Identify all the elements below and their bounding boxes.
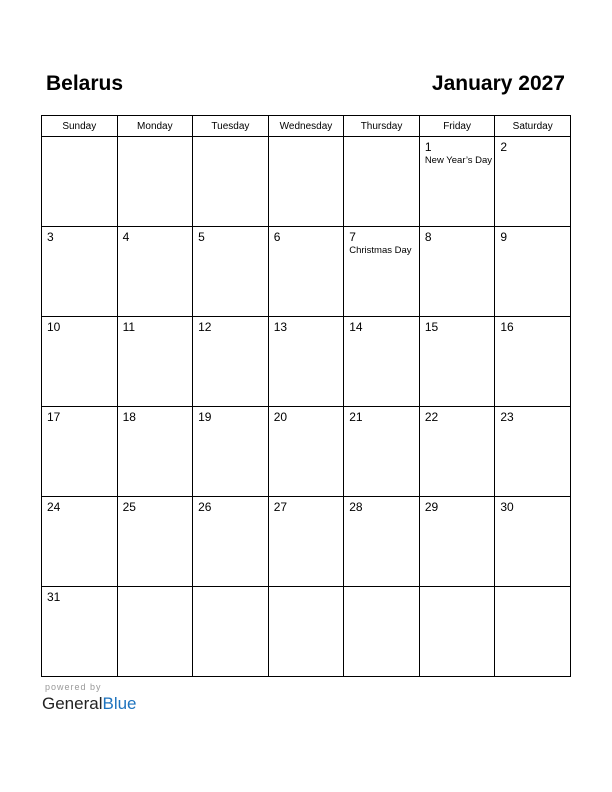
day-number: 19 (198, 410, 212, 424)
empty-day-cell (117, 137, 193, 227)
day-number: 6 (273, 230, 281, 244)
empty-day-cell (193, 137, 269, 227)
empty-day-cell (419, 587, 495, 677)
holiday-label: Christmas Day (349, 245, 412, 256)
powered-by-label: powered by (45, 682, 102, 692)
weekday-thursday: Thursday (344, 116, 420, 137)
day-number: 31 (47, 590, 61, 604)
day-cell (193, 317, 269, 407)
generalblue-logo[interactable] (42, 694, 137, 714)
weekday-wednesday: Wednesday (268, 116, 344, 137)
empty-day-cell (42, 137, 118, 227)
day-number: 28 (349, 500, 363, 514)
day-cell (42, 497, 118, 587)
day-cell (42, 317, 118, 407)
week-row (42, 587, 571, 677)
day-number: 7 (349, 230, 356, 244)
day-number: 2 (500, 140, 508, 154)
logo-text-general: General (42, 694, 103, 713)
empty-day-cell (117, 587, 193, 677)
day-cell (117, 317, 193, 407)
weekday-sunday: Sunday (42, 116, 118, 137)
day-cell (419, 317, 495, 407)
day-number: 5 (198, 230, 205, 244)
day-cell (193, 497, 269, 587)
day-cell (419, 407, 495, 497)
day-number: 29 (424, 500, 439, 514)
day-cell (495, 407, 571, 497)
day-cell (42, 407, 118, 497)
weekday-header-row (42, 116, 571, 137)
day-number: 27 (273, 500, 288, 514)
empty-day-cell (193, 587, 269, 677)
week-row (42, 317, 571, 407)
empty-day-cell (344, 137, 420, 227)
weekday-tuesday: Tuesday (193, 116, 269, 137)
day-cell (268, 317, 344, 407)
day-cell (495, 227, 571, 317)
weekday-friday: Friday (419, 116, 495, 137)
calendar-grid (41, 115, 571, 677)
day-cell (495, 497, 571, 587)
day-cell (42, 587, 118, 677)
day-number: 15 (424, 320, 439, 334)
day-number: 8 (424, 230, 432, 244)
empty-day-cell (495, 587, 571, 677)
day-cell (344, 317, 420, 407)
day-cell (495, 137, 571, 227)
day-cell (344, 497, 420, 587)
day-cell (117, 407, 193, 497)
day-number: 18 (122, 410, 136, 424)
day-cell (344, 407, 420, 497)
day-number: 25 (122, 500, 136, 514)
day-number: 21 (349, 410, 363, 424)
empty-day-cell (344, 587, 420, 677)
day-number: 4 (122, 230, 130, 244)
day-cell (268, 497, 344, 587)
day-cell (268, 227, 344, 317)
day-number: 23 (500, 410, 514, 424)
day-cell (344, 227, 420, 317)
day-number: 26 (198, 500, 212, 514)
day-number: 16 (500, 320, 514, 334)
day-number: 10 (47, 320, 61, 334)
day-number: 3 (47, 230, 54, 244)
logo-text-blue: Blue (102, 694, 137, 713)
day-cell (117, 497, 193, 587)
week-row (42, 407, 571, 497)
day-number: 9 (500, 230, 508, 244)
day-cell (193, 407, 269, 497)
country-title: Belarus (46, 72, 124, 95)
day-number: 17 (47, 410, 61, 424)
day-cell (268, 407, 344, 497)
day-cell (419, 137, 495, 227)
week-row (42, 227, 571, 317)
day-number: 22 (424, 410, 439, 424)
holiday-label: New Year’s Day (424, 155, 493, 166)
empty-day-cell (268, 587, 344, 677)
month-year-title: January 2027 (431, 72, 565, 95)
day-cell (495, 317, 571, 407)
week-row (42, 137, 571, 227)
day-cell (419, 497, 495, 587)
weekday-monday: Monday (117, 116, 193, 137)
day-cell (117, 227, 193, 317)
day-cell (419, 227, 495, 317)
day-number: 13 (273, 320, 288, 334)
week-row (42, 497, 571, 587)
day-number: 30 (500, 500, 514, 514)
day-cell (193, 227, 269, 317)
day-number: 1 (424, 140, 432, 154)
day-number: 20 (273, 410, 288, 424)
day-cell (42, 227, 118, 317)
day-number: 24 (47, 500, 61, 514)
empty-day-cell (268, 137, 344, 227)
weekday-saturday: Saturday (495, 116, 571, 137)
day-number: 11 (122, 320, 136, 334)
day-number: 12 (198, 320, 212, 334)
day-number: 14 (349, 320, 363, 334)
